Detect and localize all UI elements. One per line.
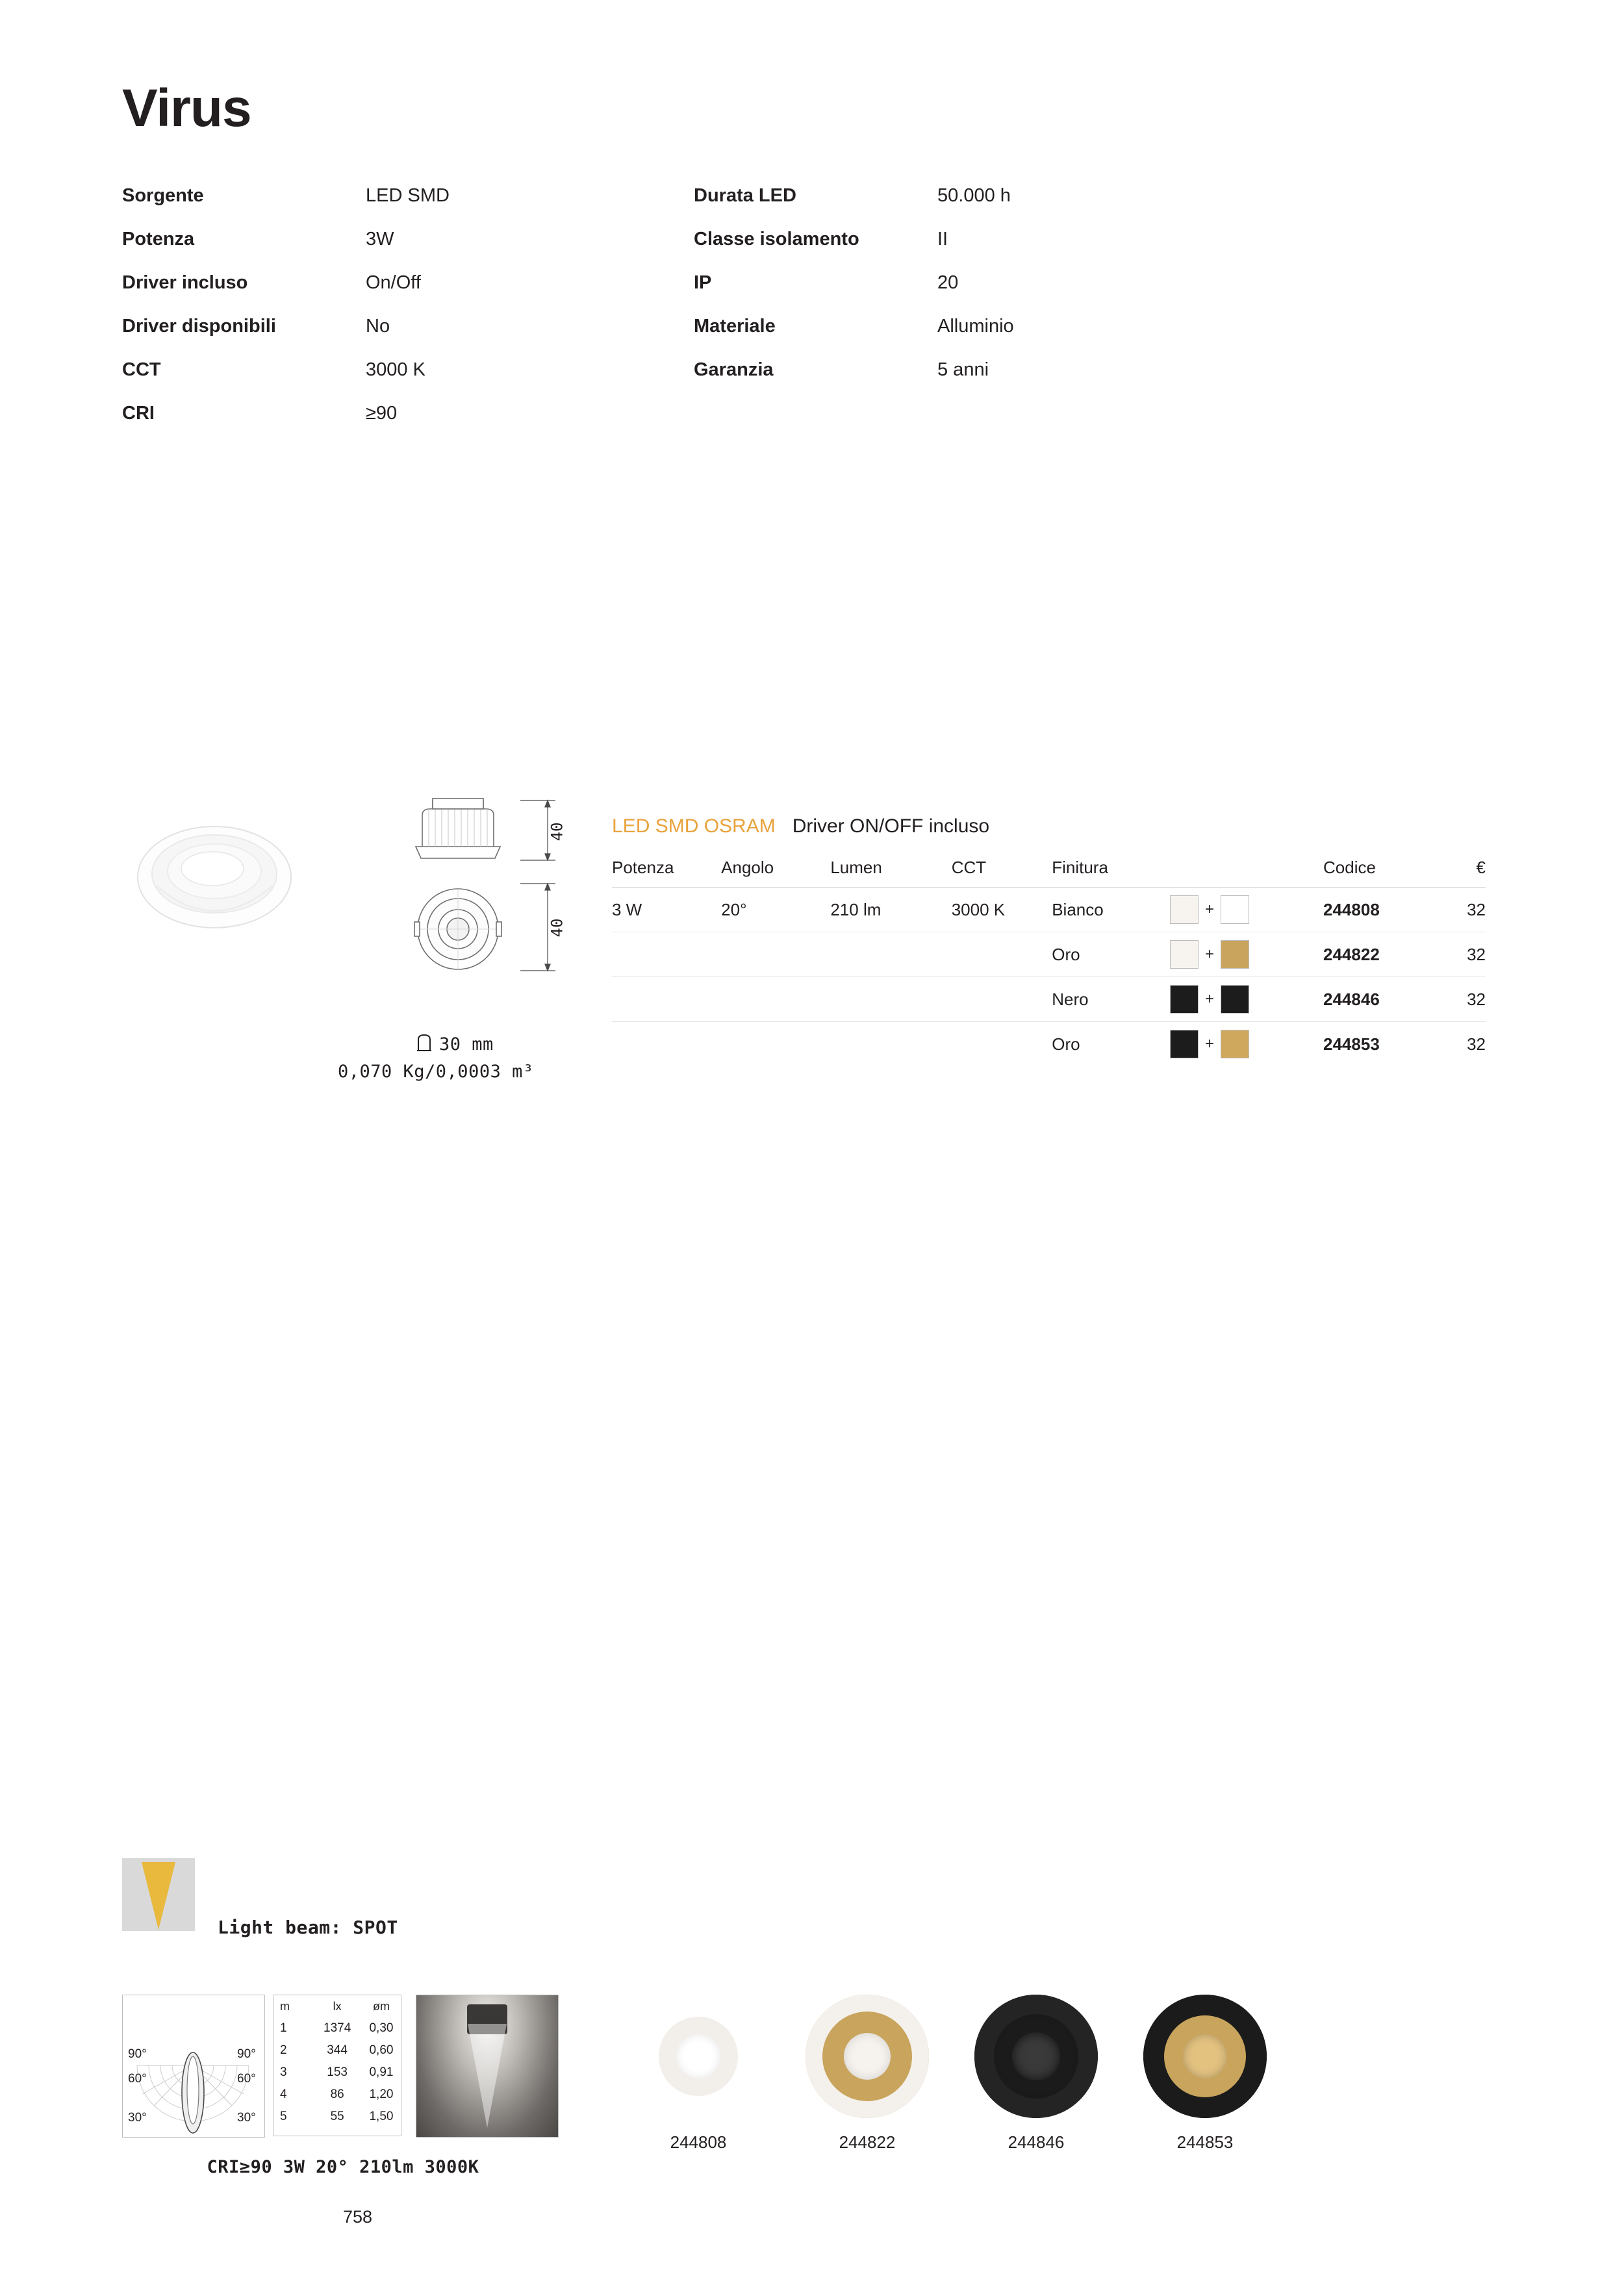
beam-cone-shape [142,1862,175,1930]
beam-caption: CRI≥90 3W 20° 210lm 3000K [207,2157,479,2177]
spec-label: Garanzia [694,359,774,380]
spec-label: Driver disponibili [122,316,276,337]
plus-sign: + [1205,1035,1215,1053]
dimension-height: 40 [548,822,566,841]
polar-label-90-left: 90° [128,2047,147,2061]
finish-disc [637,1995,760,2118]
cell-finitura: Oro [1052,1034,1080,1054]
cell-swatches [1170,895,1300,924]
col-header-lumen: Lumen [830,858,882,877]
lux-lx: 153 [327,2065,348,2079]
spec-row [694,185,1161,229]
lux-lx: 1374 [324,2021,351,2035]
cell-price: 32 [1467,899,1486,919]
spec-row [122,272,694,316]
spec-label: Classe isolamento [694,229,859,249]
polar-label-90-right: 90° [237,2047,256,2061]
lux-row [273,2084,401,2106]
finish-code: 244822 [839,2132,896,2152]
col-header-cct: CCT [951,858,987,877]
plus-sign: + [1205,990,1215,1008]
finish-244846 [961,1995,1111,2153]
cell-price: 32 [1467,1034,1486,1054]
lux-header-row [273,1995,401,2017]
finish-code: 244808 [670,2132,727,2152]
finish-244822 [793,1995,942,2153]
swatch-outer [1170,895,1199,924]
polar-label-60-right: 60° [237,2072,256,2086]
swatch-outer [1170,985,1199,1014]
cell-finitura: Bianco [1052,899,1104,919]
spec-label: IP [694,272,712,293]
swatch-inner [1221,895,1249,924]
polar-label-30-right: 30° [237,2111,256,2125]
finish-244853 [1130,1995,1280,2153]
lux-col-lx: lx [333,1999,342,2013]
plus-sign: + [1205,945,1215,963]
lux-om: 0,91 [369,2065,394,2079]
polar-diagram [122,1995,265,2138]
cell-codice[interactable]: 244822 [1323,944,1380,964]
lux-om: 0,30 [369,2021,394,2035]
lux-m: 1 [280,2021,287,2035]
dimension-diameter-label: 40 [548,918,566,938]
col-header-finitura: Finitura [1052,858,1108,877]
spec-label: Driver incluso [122,272,248,293]
swatch-inner [1221,940,1249,969]
light-beam-label: Light beam: SPOT [218,1917,398,1938]
lux-table [273,1995,401,2136]
cell-potenza: 3 W [612,899,642,919]
lux-om: 1,50 [369,2110,394,2123]
finish-code: 244853 [1176,2132,1234,2152]
table-header-row [612,858,1486,888]
cell-finitura: Oro [1052,944,1080,964]
product-photo [133,809,296,945]
cell-codice[interactable]: 244808 [1323,899,1380,919]
spec-label: Materiale [694,316,776,337]
lux-row [273,2106,401,2128]
col-header-angolo: Angolo [721,858,774,877]
cell-swatches [1170,985,1300,1014]
cell-swatches [1170,940,1300,969]
cell-swatches [1170,1030,1300,1058]
lux-om: 1,20 [369,2088,394,2101]
weight-volume-text: 0,070 Kg/0,0003 m³ [338,1062,534,1082]
finish-disc [806,1995,929,2118]
lux-lx: 86 [330,2088,344,2101]
lux-m: 4 [280,2088,287,2101]
beam-photo [416,1995,559,2138]
spec-row [694,229,1161,272]
swatch-outer [1170,940,1199,969]
spec-row [122,403,694,446]
lux-m: 3 [280,2065,287,2079]
diameter-text [416,1033,494,1057]
swatch-outer [1170,1030,1199,1058]
led-source-label: LED SMD OSRAM [612,815,776,837]
spec-value: 50.000 h [937,185,1011,206]
spec-row [122,316,694,359]
col-header-swatch [1170,858,1300,878]
spec-value: ≥90 [366,403,398,424]
spec-value: LED SMD [366,185,450,206]
finish-disc [974,1995,1098,2118]
diameter-value: 30 mm [439,1034,494,1054]
lux-col-om: øm [372,1999,390,2013]
polar-label-60-left: 60° [128,2072,147,2086]
lux-row [273,2017,401,2039]
polar-label-30-left: 30° [128,2111,147,2125]
plus-sign: + [1205,901,1215,918]
lux-om: 0,60 [369,2043,394,2057]
spec-row [694,359,1161,403]
cell-price: 32 [1467,989,1486,1009]
finish-code: 244846 [1008,2132,1065,2152]
page-number: 758 [343,2207,373,2227]
spec-value: 3000 K [366,359,425,380]
spec-row [122,359,694,403]
lux-lx: 344 [327,2043,348,2057]
spec-value: 5 anni [937,359,989,380]
led-source-header [612,815,989,837]
finish-disc [1143,1995,1267,2118]
cell-cct: 3000 K [951,899,1006,919]
spec-label: Sorgente [122,185,204,206]
finish-center [676,2034,720,2078]
swatch-inner [1221,985,1249,1014]
spec-value: On/Off [366,272,421,293]
finish-center [1183,2034,1227,2078]
spec-label: CCT [122,359,161,380]
table-row[interactable] [612,1022,1486,1066]
finish-center [844,2033,891,2080]
spec-value: 3W [366,229,394,249]
col-header-codice: Codice [1323,858,1376,877]
table-row[interactable] [612,888,1486,932]
lux-lx: 55 [330,2110,344,2123]
spec-row [122,229,694,272]
spec-row [694,272,1161,316]
cell-codice[interactable]: 244846 [1323,989,1380,1009]
spec-row [694,316,1161,359]
lux-row [273,2062,401,2084]
cell-angolo: 20° [721,899,747,919]
col-header-potenza: Potenza [612,858,674,877]
spec-value: Alluminio [937,316,1014,337]
cell-finitura: Nero [1052,989,1089,1009]
swatch-inner [1221,1030,1249,1058]
table-row[interactable] [612,977,1486,1022]
col-header-price: € [1476,858,1486,877]
cell-codice[interactable]: 244853 [1323,1034,1380,1054]
cell-price: 32 [1467,944,1486,964]
spec-value: II [937,229,948,249]
light-beam-icon [122,1858,195,1931]
page-title: Virus [122,79,251,138]
order-table [612,858,1486,1066]
driver-label: Driver ON/OFF incluso [792,815,990,837]
table-row[interactable] [612,932,1486,977]
spec-value: 20 [937,272,959,293]
dimension-lines [516,798,575,1006]
specs-column-right [694,185,1161,403]
lux-row [273,2039,401,2062]
specs-column-left [122,185,694,446]
spec-value: No [366,316,390,337]
spec-row [122,185,694,229]
finish-center [1012,2032,1060,2080]
lux-m: 5 [280,2110,287,2123]
spec-label: Durata LED [694,185,796,206]
lux-m: 2 [280,2043,287,2057]
lux-col-m: m [280,1999,290,2013]
spec-label: Potenza [122,229,195,249]
beam-photo-glow [468,2024,507,2128]
finish-244808 [624,1995,773,2153]
spec-label: CRI [122,403,155,424]
cell-lumen: 210 lm [830,899,882,919]
